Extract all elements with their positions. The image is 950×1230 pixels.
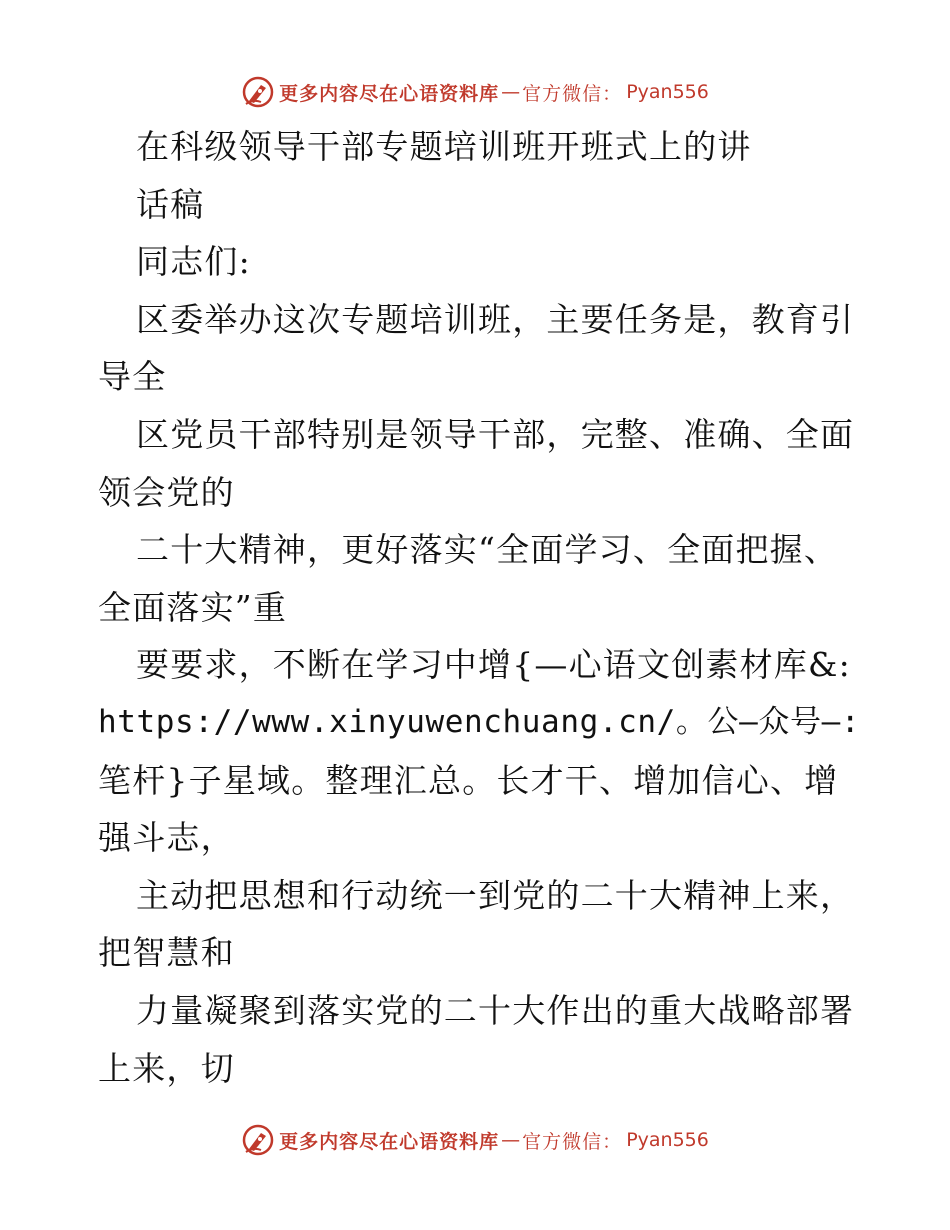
banner-text: 更多内容尽在心语资料库 <box>279 1130 500 1153</box>
banner-wechat-id: Pyan556 <box>626 1129 709 1151</box>
text-line: 话稿 <box>136 184 205 224</box>
text-line: 笔杆}子星域。整理汇总。长才干、增加信心、增 <box>98 760 839 800</box>
pen-nib-logo-icon <box>241 1123 275 1157</box>
header-watermark-banner <box>0 70 950 114</box>
text-line: 主动把思想和行动统一到党的二十大精神上来， <box>136 875 855 915</box>
banner-separator: — <box>501 81 521 103</box>
banner-separator: — <box>501 1129 521 1151</box>
text-line: 同志们: <box>136 242 251 282</box>
pen-nib-logo-icon <box>241 75 275 109</box>
text-line: 全面落实”重 <box>98 587 288 627</box>
text-line: 把智慧和 <box>98 933 235 973</box>
text-line: 强斗志， <box>98 818 235 858</box>
text-line: 在科级领导干部专题培训班开班式上的讲 <box>136 127 752 166</box>
banner-wechat-label: 官方微信： <box>522 82 623 105</box>
footer-watermark-banner <box>0 1118 950 1162</box>
banner-wechat-label: 官方微信： <box>522 1130 623 1153</box>
text-line: 上来，切 <box>98 1048 235 1088</box>
text-line: 领会党的 <box>98 472 235 512</box>
text-line: 区委举办这次专题培训班，主要任务是，教育引 <box>136 299 855 339</box>
banner-text: 更多内容尽在心语资料库 <box>279 82 500 105</box>
text-line: 力量凝聚到落实党的二十大作出的重大战略部署 <box>136 990 855 1030</box>
banner-wechat-id: Pyan556 <box>626 81 709 103</box>
text-line: 区党员干部特别是领导干部，完整、准确、全面 <box>136 414 855 454</box>
text-line: https://www.xinyuwenchuang.cn/。公—众号—: <box>98 703 861 740</box>
text-line: 要要求，不断在学习中增{—心语文创素材库&: <box>136 645 851 685</box>
text-line: 导全 <box>98 357 167 397</box>
text-line: 二十大精神，更好落实“全面学习、全面把握、 <box>136 530 839 570</box>
document-body <box>98 118 861 1097</box>
